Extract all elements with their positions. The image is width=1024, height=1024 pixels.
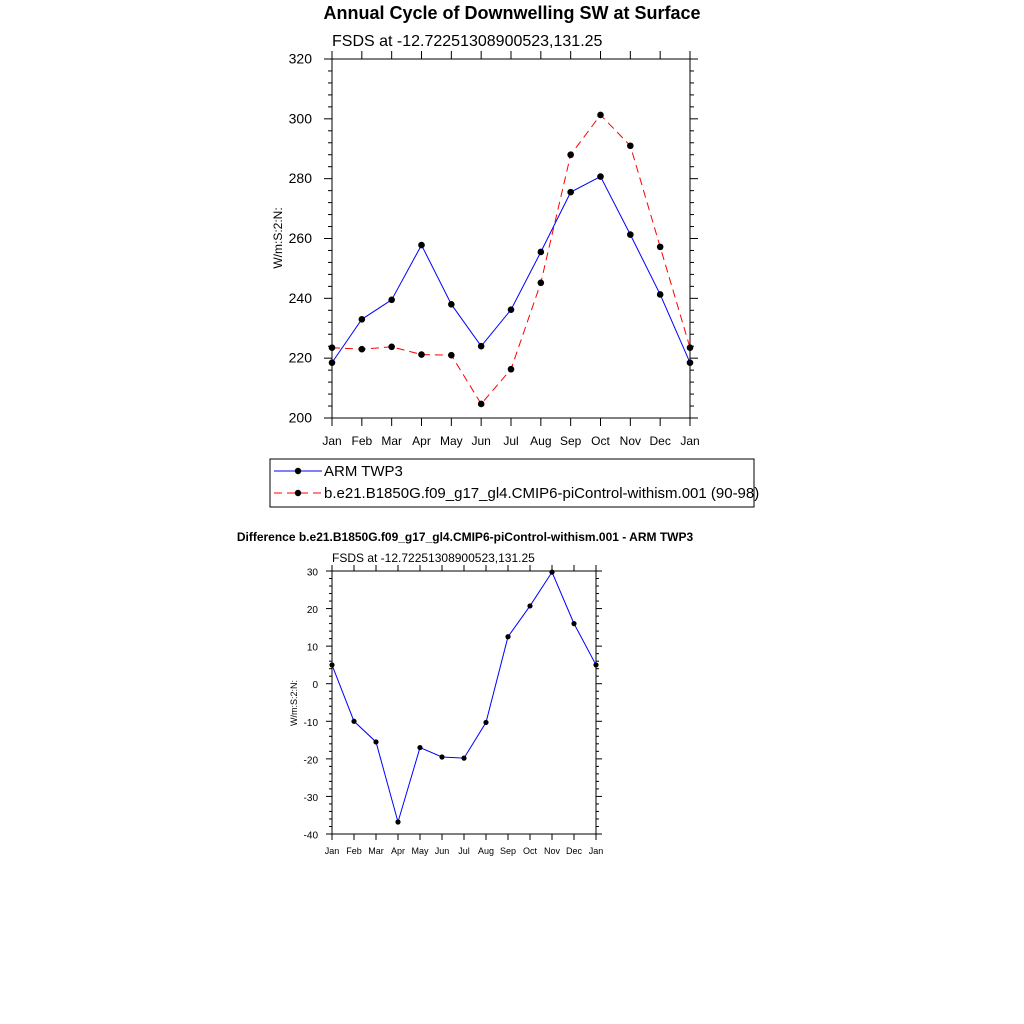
main-series-1-point — [359, 346, 366, 353]
main-xtick-label: Jul — [503, 434, 519, 448]
main-series-0-point — [478, 343, 485, 350]
legend-label-model: b.e21.B1850G.f09_g17_gl4.CMIP6-piControl-withism.001 (90-98) — [324, 485, 760, 502]
diff-chart-axes — [304, 565, 604, 856]
main-series-1-point — [687, 344, 694, 351]
main-series-1-point — [597, 112, 604, 119]
diff-series-0-point — [373, 739, 378, 744]
diff-series-0-point — [527, 603, 532, 608]
diff-ytick-label: -20 — [303, 755, 318, 767]
main-series-0-point — [329, 359, 336, 366]
main-series-1-point — [388, 343, 395, 350]
diff-xtick-label: Jun — [434, 846, 450, 856]
main-xtick-label: Jan — [680, 434, 700, 448]
diff-series-line-0 — [332, 572, 596, 822]
main-xtick-label: Jun — [471, 434, 491, 448]
main-xtick-label: Oct — [591, 434, 610, 448]
main-ytick-label: 320 — [288, 50, 312, 67]
diff-xtick-label: Apr — [390, 846, 406, 856]
diff-chart-series — [329, 570, 598, 825]
diff-chart-subtitle: FSDS at -12.72251308900523,131.25 — [332, 551, 535, 565]
main-series-0-point — [627, 231, 634, 238]
main-xtick-label: Aug — [530, 434, 552, 448]
diff-xtick-label: Nov — [543, 846, 561, 856]
diff-xtick-label: Jan — [588, 846, 604, 856]
legend-marker-arm — [295, 468, 301, 474]
main-series-1-point — [329, 344, 336, 351]
main-series-0-point — [687, 359, 694, 366]
diff-ytick-label: -30 — [303, 792, 318, 804]
diff-series-0-point — [505, 634, 510, 639]
main-ytick-label: 280 — [288, 170, 312, 187]
main-chart-subtitle: FSDS at -12.72251308900523,131.25 — [332, 33, 603, 50]
main-series-0-point — [567, 189, 574, 196]
legend-label-arm: ARM TWP3 — [324, 463, 403, 480]
diff-ytick-label: 0 — [312, 680, 318, 692]
diff-xtick-label: Jul — [458, 846, 470, 856]
diff-series-0-point — [417, 745, 422, 750]
diff-xtick-label: Feb — [346, 846, 362, 856]
main-series-1-point — [657, 244, 664, 251]
main-series-1-point — [478, 401, 485, 408]
diff-ytick-label: -10 — [303, 717, 318, 729]
diff-series-0-point — [351, 719, 356, 724]
main-series-line-0 — [332, 177, 690, 363]
main-series-0-point — [657, 291, 664, 298]
legend-marker-model — [295, 490, 301, 496]
main-series-1-point — [567, 151, 574, 158]
main-series-0-point — [418, 242, 425, 249]
diff-ytick-label: 30 — [306, 567, 318, 579]
diff-series-0-point — [593, 662, 598, 667]
diff-series-0-point — [549, 570, 554, 575]
main-series-1-point — [538, 279, 545, 286]
main-chart-ylabel: W/m:S:2:N: — [271, 207, 285, 269]
main-series-0-point — [359, 316, 366, 323]
main-ytick-label: 220 — [288, 349, 312, 366]
diff-series-0-point — [461, 756, 466, 761]
diff-series-0-point — [483, 720, 488, 725]
main-series-0-point — [388, 297, 395, 304]
diff-xtick-label: May — [411, 846, 429, 856]
diff-xtick-label: Oct — [522, 846, 538, 856]
main-ytick-label: 260 — [288, 230, 312, 246]
diff-ytick-label: 10 — [306, 642, 318, 654]
diff-series-0-point — [439, 754, 444, 759]
main-plot-frame — [332, 59, 690, 418]
main-ytick-label: 240 — [288, 289, 312, 306]
diff-series-0-point — [329, 662, 334, 667]
diff-series-0-point — [571, 621, 576, 626]
diff-series-0-point — [395, 819, 400, 824]
main-series-0-point — [597, 173, 604, 180]
main-xtick-label: Nov — [619, 434, 642, 448]
main-series-0-point — [538, 249, 545, 256]
main-xtick-label: Dec — [649, 434, 671, 448]
diff-xtick-label: Sep — [499, 846, 517, 856]
diff-plot-frame — [332, 571, 596, 834]
diff-xtick-label: Aug — [477, 846, 495, 856]
main-series-1-point — [448, 352, 455, 359]
main-xtick-label: Jan — [322, 434, 342, 448]
legend — [270, 459, 759, 507]
diff-chart-title: Difference b.e21.B1850G.f09_g17_gl4.CMIP6-piControl-withism.001 - ARM TWP3 — [236, 530, 694, 544]
diff-xtick-label: Mar — [368, 846, 384, 856]
main-xtick-label: Sep — [559, 434, 582, 448]
diff-ytick-label: -40 — [303, 830, 318, 842]
main-xtick-label: Apr — [412, 434, 431, 448]
diff-xtick-label: Jan — [324, 846, 340, 856]
main-ytick-label: 300 — [288, 110, 312, 127]
main-xtick-label: Feb — [351, 434, 373, 448]
main-series-line-1 — [332, 115, 690, 404]
diff-chart-ylabel: W/m:S:2:N: — [289, 679, 299, 727]
diff-xtick-label: Dec — [565, 846, 583, 856]
legend-item-model — [274, 485, 759, 502]
main-chart-title: Annual Cycle of Downwelling SW at Surface — [323, 3, 701, 23]
diff-ytick-label: 20 — [306, 605, 318, 617]
main-series-1-point — [627, 142, 634, 149]
main-series-0-point — [508, 306, 515, 313]
main-chart-series — [329, 112, 694, 408]
main-series-1-point — [418, 351, 425, 358]
main-xtick-label: May — [439, 434, 463, 448]
main-xtick-label: Mar — [381, 434, 403, 448]
main-ytick-label: 200 — [288, 409, 312, 426]
main-series-0-point — [448, 301, 455, 308]
main-series-1-point — [508, 366, 515, 373]
